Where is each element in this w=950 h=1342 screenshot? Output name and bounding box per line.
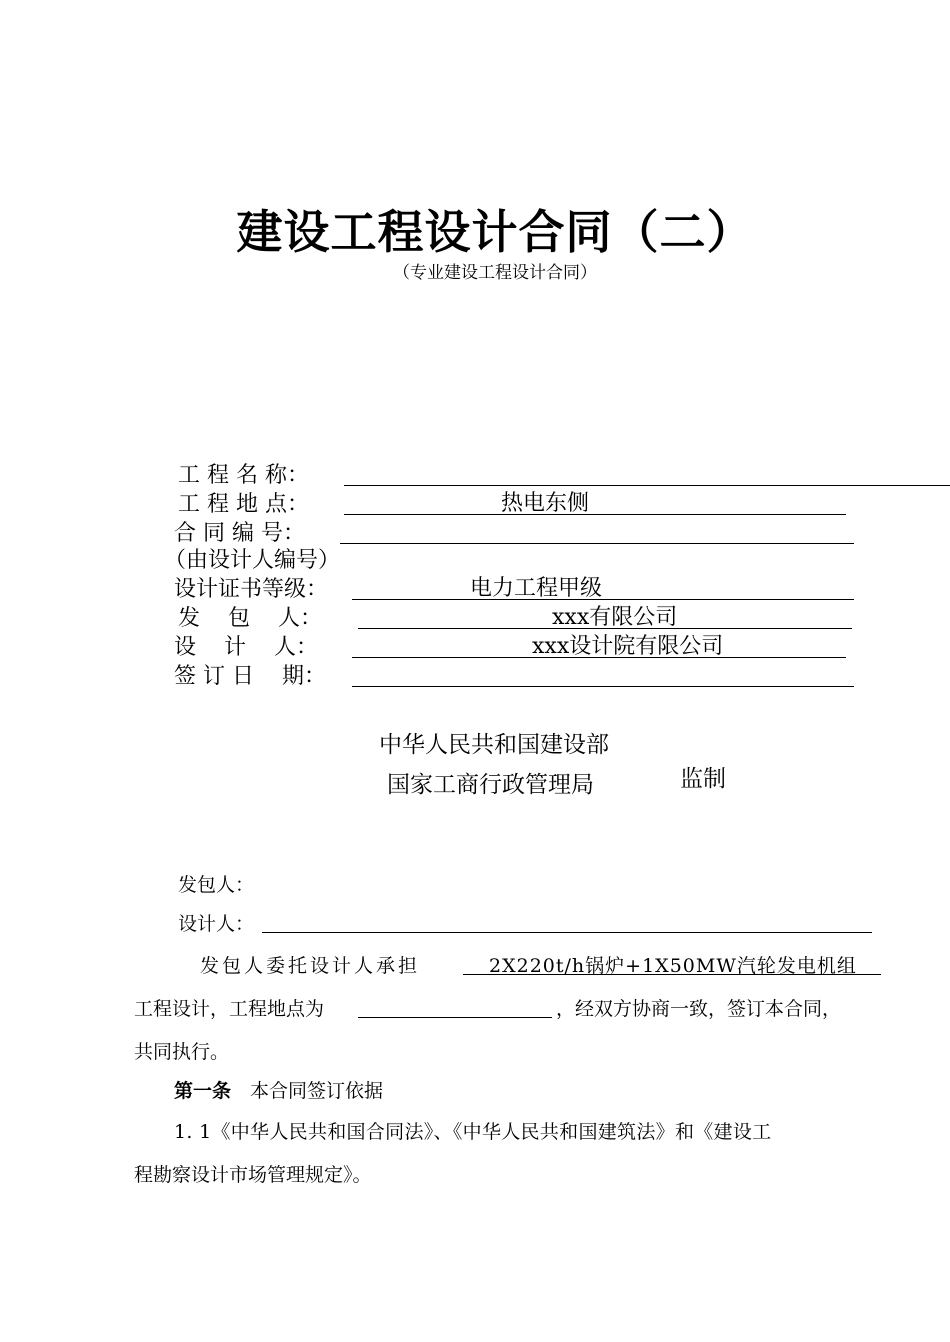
client-field[interactable] bbox=[358, 601, 852, 629]
client-value: xxx有限公司 bbox=[552, 605, 678, 630]
cert-grade-value: 电力工程甲级 bbox=[470, 576, 603, 601]
body-designer-field[interactable] bbox=[262, 908, 872, 933]
para1-project-value: 2X220t/h锅炉+1X50MW汽轮发电机组 bbox=[489, 955, 857, 977]
project-location-label: 工 程 地 点： bbox=[178, 492, 309, 517]
para2-prefix: 工程设计，工程地点为 bbox=[134, 998, 325, 1020]
project-location-blank[interactable] bbox=[358, 993, 552, 1018]
designer-row bbox=[174, 630, 858, 658]
contract-no-note: （由设计人编号） bbox=[164, 548, 341, 573]
sign-date-row bbox=[174, 659, 858, 687]
sign-date-label: 签 订 日 期： bbox=[174, 664, 326, 689]
client-label: 发 包 人： bbox=[178, 606, 322, 631]
body-client-label: 发包人： bbox=[178, 874, 255, 896]
contract-no-label: 合 同 编 号： bbox=[174, 521, 305, 546]
para2-suffix: ，经双方协商一致，签订本合同， bbox=[556, 998, 842, 1020]
para3: 共同执行。 bbox=[134, 1041, 230, 1063]
para1-project-field bbox=[463, 950, 881, 975]
para1-prefix: 发包人委托设计人承担 bbox=[200, 955, 421, 977]
cert-grade-field[interactable] bbox=[352, 572, 854, 600]
supervise-label: 监制 bbox=[680, 766, 726, 792]
project-name-field[interactable] bbox=[344, 458, 950, 486]
org-ministry: 中华人民共和国建设部 bbox=[379, 732, 609, 758]
document-subtitle: （专业建设工程设计合同） bbox=[393, 263, 597, 283]
designer-field[interactable] bbox=[352, 630, 846, 658]
project-name-row bbox=[178, 458, 858, 486]
document-title: 建设工程设计合同（二） bbox=[236, 205, 754, 259]
org-admin: 国家工商行政管理局 bbox=[387, 772, 594, 798]
cert-grade-row bbox=[174, 572, 858, 600]
clause-1-1-line2: 程勘察设计市场管理规定》。 bbox=[134, 1164, 372, 1186]
project-location-field[interactable] bbox=[344, 487, 846, 515]
article1-label: 第一条 bbox=[174, 1080, 232, 1102]
designer-label: 设 计 人： bbox=[174, 635, 318, 660]
contract-no-row bbox=[174, 516, 858, 544]
project-location-row bbox=[178, 487, 858, 515]
project-name-label: 工 程 名 称： bbox=[178, 463, 309, 488]
project-location-value: 热电东侧 bbox=[501, 491, 590, 516]
contract-no-field[interactable] bbox=[340, 516, 854, 544]
client-row bbox=[178, 601, 858, 629]
clause-1-1-line1: 1. 1《中华人民共和国合同法》、《中华人民共和国建筑法》和《建设工 bbox=[174, 1121, 772, 1143]
designer-value: xxx设计院有限公司 bbox=[532, 634, 724, 659]
body-designer-label: 设计人： bbox=[178, 913, 255, 935]
article1-title: 本合同签订依据 bbox=[250, 1080, 384, 1102]
sign-date-field[interactable] bbox=[352, 659, 854, 687]
cert-grade-label: 设计证书等级： bbox=[174, 577, 329, 602]
